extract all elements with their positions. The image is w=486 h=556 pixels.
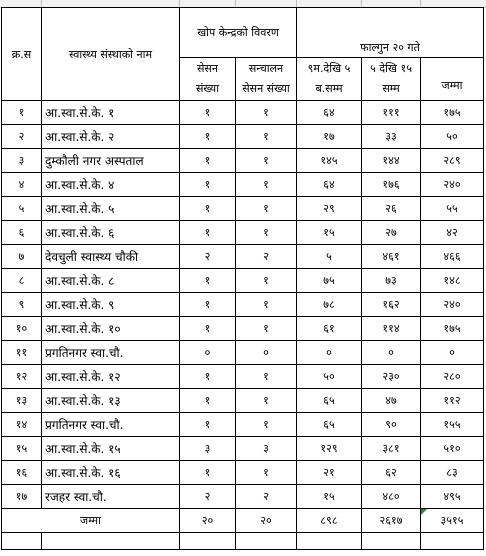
cell-age-9m-5y[interactable]: ७५ [297, 269, 362, 293]
cell-age-9m-5y[interactable]: ६५ [297, 389, 362, 413]
cell-age-9m-5y[interactable]: १५ [297, 221, 362, 245]
cell-sn[interactable]: १ [2, 101, 42, 125]
cell-total[interactable]: ५५ [421, 197, 484, 221]
cell-age-9m-5y[interactable]: २९ [297, 197, 362, 221]
table-row [2, 317, 484, 341]
totals-label[interactable]: जम्मा [2, 509, 180, 533]
cell-institution-name[interactable]: दुम्कौली नगर अस्पताल [42, 149, 180, 173]
cell-run-session[interactable]: १ [236, 197, 297, 221]
cell-institution-name[interactable]: आ.स्वा.से.के. ९ [42, 293, 180, 317]
header-run-session-line2: सेसन संख्या [242, 82, 290, 95]
cell-run-session[interactable]: १ [236, 317, 297, 341]
cell-run-session[interactable]: १ [236, 125, 297, 149]
cell-institution-name[interactable]: आ.स्वा.से.के. ५ [42, 197, 180, 221]
empty-cell[interactable] [2, 533, 42, 550]
header-age-5-15[interactable] [362, 58, 421, 101]
cell-run-session[interactable]: १ [236, 149, 297, 173]
cell-session-count[interactable]: १ [180, 293, 236, 317]
cell-total[interactable]: २८० [421, 365, 484, 389]
cell-run-session[interactable]: २ [236, 245, 297, 269]
empty-cell[interactable] [421, 533, 484, 550]
total-total[interactable]: ३५१५ [421, 509, 484, 533]
cell-error-indicator-icon [421, 509, 427, 515]
cell-sn[interactable]: ११ [2, 341, 42, 365]
cell-sn[interactable]: ७ [2, 245, 42, 269]
cell-session-count[interactable]: १ [180, 197, 236, 221]
cell-run-session[interactable]: ३ [236, 437, 297, 461]
cell-session-count[interactable]: १ [180, 221, 236, 245]
cell-total[interactable]: ८३ [421, 461, 484, 485]
table-row [2, 413, 484, 437]
cell-total[interactable]: २४० [421, 173, 484, 197]
header-group2-top[interactable] [297, 8, 484, 38]
cell-age-5-15[interactable]: ४६१ [362, 245, 421, 269]
cell-age-5-15[interactable]: २७ [362, 221, 421, 245]
cell-run-session[interactable]: १ [236, 413, 297, 437]
total-a[interactable]: ८९८ [297, 509, 362, 533]
cell-run-session[interactable]: १ [236, 269, 297, 293]
cell-session-count[interactable]: १ [180, 269, 236, 293]
cell-age-5-15[interactable]: १६२ [362, 293, 421, 317]
total-b[interactable]: २६१७ [362, 509, 421, 533]
cell-sn[interactable]: ६ [2, 221, 42, 245]
table-row [2, 149, 484, 173]
table-row [2, 293, 484, 317]
cell-total[interactable]: १७५ [421, 101, 484, 125]
table-row [2, 365, 484, 389]
cell-age-5-15[interactable]: ३३ [362, 125, 421, 149]
table-row [2, 197, 484, 221]
cell-session-count[interactable]: ० [180, 341, 236, 365]
cell-total[interactable]: ५१० [421, 437, 484, 461]
cell-total[interactable]: १४८ [421, 269, 484, 293]
cell-total[interactable]: ४२ [421, 221, 484, 245]
table-row [2, 437, 484, 461]
cell-sn[interactable]: १२ [2, 365, 42, 389]
cell-run-session[interactable]: २ [236, 485, 297, 509]
header-sn[interactable]: क्र.स [2, 8, 42, 101]
header-date-group[interactable]: फाल्गुन २० गते [297, 38, 484, 58]
empty-cell[interactable] [362, 533, 421, 550]
cell-institution-name[interactable]: आ.स्वा.से.के. २ [42, 125, 180, 149]
cell-session-count[interactable]: १ [180, 365, 236, 389]
table-row [2, 245, 484, 269]
cell-age-9m-5y[interactable]: ५० [297, 365, 362, 389]
cell-age-5-15[interactable]: २६ [362, 197, 421, 221]
cell-age-9m-5y[interactable]: १२९ [297, 437, 362, 461]
header-age-5-15-line2: सम्म [382, 82, 400, 95]
cell-institution-name[interactable]: रजहर स्वा.चौ. [42, 485, 180, 509]
cell-total[interactable]: ५० [421, 125, 484, 149]
cell-sn[interactable]: ८ [2, 269, 42, 293]
cell-run-session[interactable]: ० [236, 341, 297, 365]
cell-age-5-15[interactable]: ४८० [362, 485, 421, 509]
header-age-9m-5y-line2: ब.सम्म [315, 82, 343, 95]
cell-age-9m-5y[interactable]: ६१ [297, 317, 362, 341]
cell-age-5-15[interactable]: ४७ [362, 389, 421, 413]
cell-institution-name[interactable]: प्रगतिनगर स्वा.चौ. [42, 413, 180, 437]
cell-institution-name[interactable]: आ.स्वा.से.के. १ [42, 101, 180, 125]
table-row [2, 461, 484, 485]
empty-cell[interactable] [236, 533, 297, 550]
cell-age-9m-5y[interactable]: ० [297, 341, 362, 365]
cell-sn[interactable]: १५ [2, 437, 42, 461]
empty-cell[interactable] [42, 533, 180, 550]
cell-total[interactable]: २४० [421, 293, 484, 317]
cell-sn[interactable]: १० [2, 317, 42, 341]
cell-age-9m-5y[interactable]: १४५ [297, 149, 362, 173]
cell-sn[interactable]: २ [2, 125, 42, 149]
cell-total[interactable]: २८९ [421, 149, 484, 173]
table-row [2, 341, 484, 365]
cell-age-5-15[interactable]: ७३ [362, 269, 421, 293]
cell-institution-name[interactable]: आ.स्वा.से.के. १६ [42, 461, 180, 485]
header-run-session-line1: सन्चालन [248, 62, 284, 75]
cell-age-5-15[interactable]: १७६ [362, 173, 421, 197]
cell-run-session[interactable]: १ [236, 173, 297, 197]
cell-session-count[interactable]: १ [180, 173, 236, 197]
cell-age-9m-5y[interactable]: ७८ [297, 293, 362, 317]
cell-session-count[interactable]: १ [180, 413, 236, 437]
empty-row [2, 533, 484, 550]
cell-institution-name[interactable]: आ.स्वा.से.के. १० [42, 317, 180, 341]
cell-run-session[interactable]: १ [236, 293, 297, 317]
cell-age-9m-5y[interactable]: १७ [297, 125, 362, 149]
cell-age-5-15[interactable]: ९० [362, 413, 421, 437]
table-row [2, 389, 484, 413]
cell-age-5-15[interactable]: १११ [362, 101, 421, 125]
header-age-9m-5y[interactable] [297, 58, 362, 101]
cell-sn[interactable]: ३ [2, 149, 42, 173]
header-vaccine-center-details[interactable]: खोप केन्द्रको विवरण [180, 8, 297, 58]
cell-sn[interactable]: १७ [2, 485, 42, 509]
cell-session-count[interactable]: १ [180, 461, 236, 485]
totals-row [2, 509, 484, 533]
cell-age-5-15[interactable]: २३० [362, 365, 421, 389]
table-row [2, 173, 484, 197]
cell-age-9m-5y[interactable]: १५ [297, 485, 362, 509]
cell-age-9m-5y[interactable]: ६४ [297, 101, 362, 125]
header-run-session[interactable] [236, 58, 297, 101]
header-session-count-line2: संख्या [195, 82, 220, 95]
cell-age-5-15[interactable]: १४४ [362, 149, 421, 173]
cell-age-5-15[interactable]: ० [362, 341, 421, 365]
empty-cell[interactable] [180, 533, 236, 550]
total-run[interactable]: २० [236, 509, 297, 533]
table-row [2, 269, 484, 293]
cell-session-count[interactable]: २ [180, 485, 236, 509]
table-row [2, 485, 484, 509]
cell-institution-name[interactable]: प्रगतिनगर स्वा.चौ. [42, 341, 180, 365]
cell-age-5-15[interactable]: ३८१ [362, 437, 421, 461]
vaccination-table [1, 7, 484, 550]
header-age-5-15-line1: ५ देखि १५ [370, 62, 412, 75]
cell-institution-name[interactable]: आ.स्वा.से.के. १३ [42, 389, 180, 413]
header-total[interactable]: जम्मा [421, 58, 484, 101]
header-age-9m-5y-line1: ९म.देखि ५ [307, 62, 351, 75]
cell-age-9m-5y[interactable]: २१ [297, 461, 362, 485]
total-sessions[interactable]: २० [180, 509, 236, 533]
cell-institution-name[interactable]: आ.स्वा.से.के. १२ [42, 365, 180, 389]
cell-institution-name[interactable]: आ.स्वा.से.के. ६ [42, 221, 180, 245]
header-session-count-line1: सेसन [197, 62, 218, 75]
cell-institution-name[interactable]: आ.स्वा.से.के. ४ [42, 173, 180, 197]
cell-run-session[interactable]: १ [236, 101, 297, 125]
cell-session-count[interactable]: १ [180, 101, 236, 125]
cell-total[interactable]: ११२ [421, 389, 484, 413]
cell-session-count[interactable]: ३ [180, 437, 236, 461]
cell-total[interactable]: १५५ [421, 413, 484, 437]
cell-run-session[interactable]: १ [236, 389, 297, 413]
cell-sn[interactable]: ४ [2, 173, 42, 197]
cell-age-9m-5y[interactable]: ६४ [297, 173, 362, 197]
cell-total[interactable]: ० [421, 341, 484, 365]
cell-run-session[interactable]: १ [236, 365, 297, 389]
cell-total[interactable]: १७५ [421, 317, 484, 341]
cell-institution-name[interactable]: देवचुली स्वास्थ्य चौकी [42, 245, 180, 269]
cell-institution-name[interactable]: आ.स्वा.से.के. ८ [42, 269, 180, 293]
header-session-count[interactable] [180, 58, 236, 101]
cell-age-5-15[interactable]: ११४ [362, 317, 421, 341]
cell-sn[interactable]: १६ [2, 461, 42, 485]
cell-sn[interactable]: १३ [2, 389, 42, 413]
cell-session-count[interactable]: १ [180, 389, 236, 413]
cell-age-9m-5y[interactable]: ५ [297, 245, 362, 269]
cell-sn[interactable]: १४ [2, 413, 42, 437]
cell-total[interactable]: ४९५ [421, 485, 484, 509]
cell-sn[interactable]: ९ [2, 293, 42, 317]
cell-run-session[interactable]: १ [236, 461, 297, 485]
cell-session-count[interactable]: १ [180, 149, 236, 173]
cell-session-count[interactable]: १ [180, 317, 236, 341]
cell-run-session[interactable]: १ [236, 221, 297, 245]
header-institution-name[interactable]: स्वास्थ्य संस्थाको नाम [42, 8, 180, 101]
cell-institution-name[interactable]: आ.स्वा.से.के. १५ [42, 437, 180, 461]
cell-session-count[interactable]: २ [180, 245, 236, 269]
cell-age-9m-5y[interactable]: ६५ [297, 413, 362, 437]
table-row [2, 101, 484, 125]
cell-sn[interactable]: ५ [2, 197, 42, 221]
empty-cell[interactable] [297, 533, 362, 550]
table-row [2, 221, 484, 245]
table-row [2, 125, 484, 149]
cell-age-5-15[interactable]: ६२ [362, 461, 421, 485]
cell-session-count[interactable]: १ [180, 125, 236, 149]
cell-total[interactable]: ४६६ [421, 245, 484, 269]
